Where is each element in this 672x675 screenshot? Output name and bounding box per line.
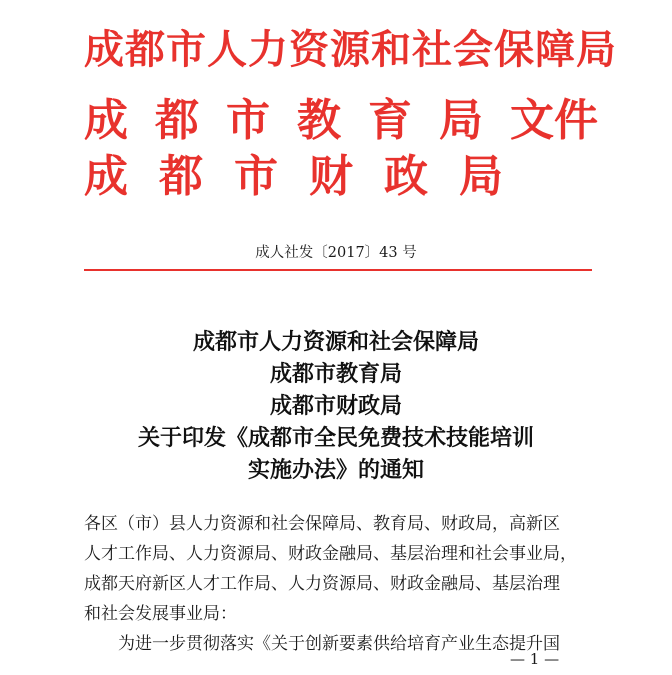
title-line: 实施办法》的通知 <box>247 457 424 483</box>
page-number: — 1 — <box>510 650 560 668</box>
body-line: 人才工作局、人力资源局、财政金融局、基层治理和社会事业局， <box>84 544 577 564</box>
issuer-name-finance: 成都市财政局 <box>84 151 534 202</box>
issuer-name-hrss: 成都市人力资源和社会保障局 <box>84 27 617 73</box>
issuer-line-hrss <box>84 18 617 75</box>
issuer-line-finance <box>84 140 534 204</box>
title-line: 关于印发《成都市全民免费技术技能培训 <box>137 425 534 451</box>
title-line: 成都市财政局 <box>269 393 402 419</box>
document-word: 文件 <box>510 95 598 146</box>
document-number: 成人社发〔2017〕43 号 <box>255 245 417 261</box>
issuer-name-education: 成都市教育局 <box>84 95 510 146</box>
body-line: 和社会发展事业局： <box>84 604 237 624</box>
body-line: 各区（市）县人力资源和社会保障局、教育局、财政局，高新区 <box>84 514 560 534</box>
red-divider-line <box>84 269 592 271</box>
issuer-line-education <box>84 84 598 148</box>
document-body <box>84 509 594 659</box>
title-line: 成都市教育局 <box>269 361 402 387</box>
document-title <box>0 326 672 486</box>
title-line: 成都市人力资源和社会保障局 <box>192 329 479 355</box>
body-line: 为进一步贯彻落实《关于创新要素供给培育产业生态提升国 <box>118 634 560 654</box>
body-line: 成都天府新区人才工作局、人力资源局、财政金融局、基层治理 <box>84 574 560 594</box>
